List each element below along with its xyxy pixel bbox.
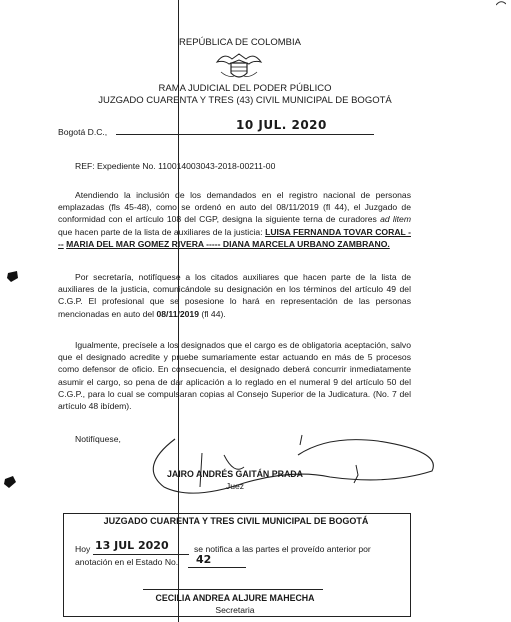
paragraph-1-text-end: que hacen parte de la lista de auxiliares de la justicia: [58, 226, 263, 237]
date-place: Bogotá D.C., [58, 127, 108, 137]
ink-blot-icon [4, 476, 16, 488]
paragraph-2-text: Por secretaría, notifíquese a los citados auxiliares que hacen parte de la lista de auxiliares de la justicia, comunicándole su designación en los términos del artículo 49 del C.G.P. El profesional que se posesione lo hará en representación de las personas mencionadas en auto del [58, 272, 411, 319]
notice-line-2: anotación en el Estado No. [75, 557, 179, 567]
notice-date-underline [93, 554, 189, 555]
notice-handwritten-date: 13 JUL 2020 [95, 539, 169, 552]
notice-title: JUZGADO CUARENTA Y TRES CIVIL MUNICIPAL DE BOGOTÁ [103, 516, 369, 526]
notify-text: Notifíquese, [75, 434, 121, 444]
corner-mark-icon [496, 0, 506, 6]
ink-blot-icon [7, 271, 19, 283]
judge-role: Juez [225, 481, 245, 491]
branch-heading: RAMA JUDICIAL DEL PODER PÚBLICO [158, 83, 332, 94]
date-underline [116, 134, 374, 135]
judge-signature [140, 425, 440, 505]
paragraph-2-text-end: (fl 44). [201, 308, 226, 319]
estado-underline [188, 567, 246, 568]
country-heading: REPÚBLICA DE COLOMBIA [179, 37, 301, 48]
paragraph-notification [58, 271, 411, 320]
secretary-signature-line [143, 589, 323, 590]
secretary-role: Secretaria [215, 605, 255, 615]
secretary-name: CECILIA ANDREA ALJURE MAHECHA [155, 593, 315, 603]
handwritten-date: 10 JUL. 2020 [236, 118, 327, 132]
coat-of-arms-icon [214, 50, 264, 82]
judge-name: JAIRO ANDRÉS GAITÁN PRADA [166, 469, 304, 479]
auto-date: 08/11/2019 [156, 308, 199, 319]
ad-litem-text: ad litem [380, 214, 411, 225]
curators-list-1: LUISA FERNANDA TOVAR CORAL --- [58, 226, 411, 249]
curators-list-2: MARIA DEL MAR GOMEZ RIVERA ----- DIANA MARCELA URBANO ZAMBRANO. [66, 238, 390, 249]
notice-line-1: se notifica a las partes el proveído anterior por [194, 544, 371, 554]
estado-number: 42 [196, 553, 212, 566]
court-heading: JUZGADO CUARENTA Y TRES (43) CIVIL MUNICIPAL DE BOGOTÁ [98, 95, 392, 106]
paragraph-3-text: Igualmente, precísele a los designados que el cargo es de obligatoria aceptación, salvo que el designado acredite y pruebe sumariamente estar actuando en más de 5 procesos como defensor de oficio. En consecuencia, el designado deberá concurrir inmediatamente asumir el cargo, so pena de dar aplicación a lo reglado en el numeral 9 del artículo 50 del C.G.P., para lo cual se compulsaran copias al Consejo Superior de la Judicatura. (No. 7 del artículo 48 ibídem). [58, 340, 411, 412]
paragraph-designation [58, 189, 411, 250]
paragraph-obligation [58, 339, 411, 412]
case-reference: REF: Expediente No. 110014003043-2018-00211-00 [75, 161, 276, 171]
paragraph-1-text: Atendiendo la inclusión de los demandados en el registro nacional de personas emplazadas (fls 45-48), como se ordenó en auto del 08/11/2019 (fl 44), el Juzgado de conformidad con el artículo 108 del CGP, designa la siguiente terna de curadores [58, 190, 411, 225]
notice-hoy: Hoy [75, 544, 91, 554]
